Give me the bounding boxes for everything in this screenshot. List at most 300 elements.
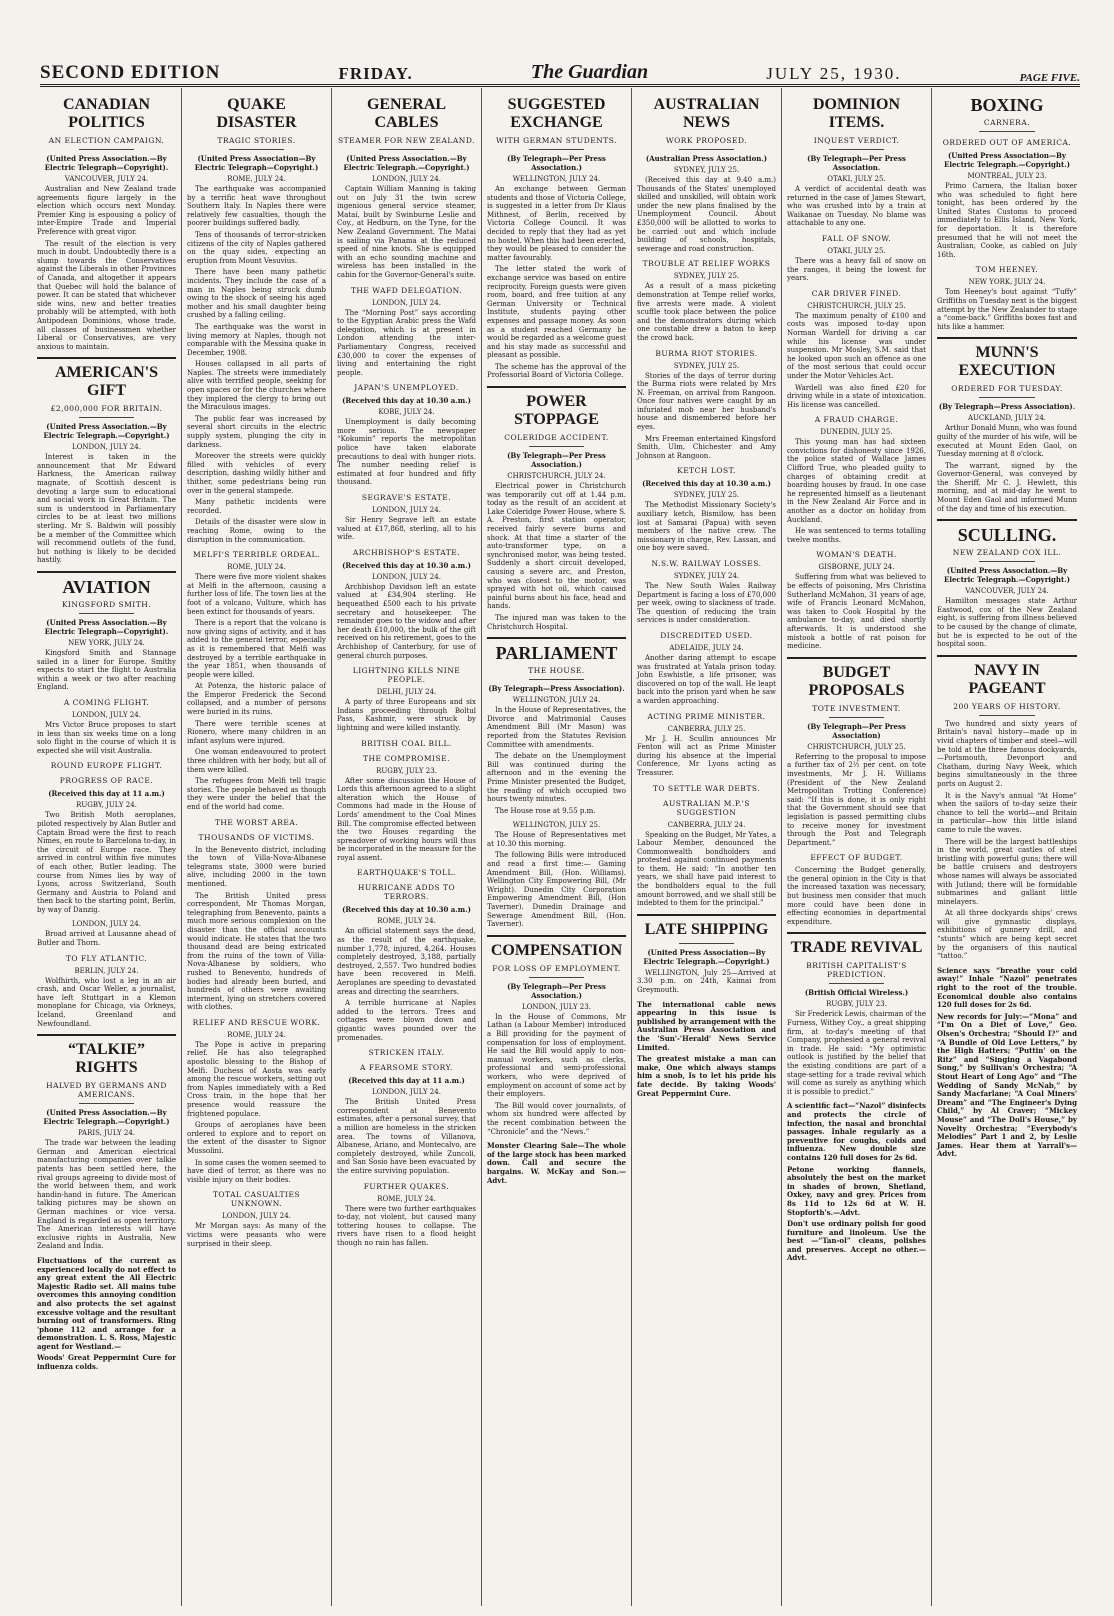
paragraph: There were five more violent shakes at Melfi in the afternoon, causing a further loss of life. The town lies at the foot of a volcano, Vulture, which has been extinct for thousands of years. — [187, 573, 326, 616]
article — [637, 349, 776, 461]
article-headline: BOXING — [970, 95, 1044, 115]
divider — [829, 983, 885, 984]
paragraph: The debate on the Unemployment Bill was continued during the afternoon and in the evening the Prime Minister presented the Budget, the reading of which occupied two hours twenty minutes. — [487, 752, 626, 804]
dateline: WELLINGTON, JULY 25. — [512, 821, 601, 830]
paragraph: He was sentenced to terms totalling twelve months. — [787, 527, 926, 544]
article-headline: SCULLING. — [957, 525, 1057, 546]
dateline: BERLIN, JULY 24. — [74, 966, 139, 975]
article-subhead: JAPAN'S UNEMPLOYED. — [354, 383, 459, 393]
paragraph: The “Morning Post” says according to the Egyptian Arabic press the Wafd delegation, which is at present in London attending the inter-Parliamentary Congress, received £30,000 to cover the expenses of living and entertaining the right people. — [337, 308, 476, 377]
dateline: CHRISTCHURCH, JULY 24. — [507, 472, 606, 481]
article-headline: CANADIAN POLITICS — [62, 96, 151, 131]
dateline: ROME, JULY 24. — [227, 175, 286, 183]
article-subhead: STEAMER FOR NEW ZEALAND. — [338, 136, 475, 145]
paragraph: The House of Representatives met at 10.30 this morning. — [487, 831, 626, 848]
dateline: SYDNEY, JULY 25. — [673, 491, 740, 500]
article — [337, 1063, 476, 1175]
article — [337, 666, 476, 732]
divider — [379, 149, 435, 150]
paragraph: There is a report that the volcano is now giving signs of activity, and it has added to the general terror, especially as it is remembered that Melfi was destroyed by a terrible earthquake in the year 1851, when thousands of people were killed. — [187, 619, 326, 679]
paragraph: A verdict of accidental death was returned in the case of James Stewart, who was crushed into by a train at Waikanae on Tuesday. No blame was attachable to any one. — [787, 185, 926, 228]
divider — [979, 131, 1035, 132]
article-headline: LATE SHIPPING — [644, 920, 769, 938]
article-subhead: ARCHBISHOP'S ESTATE. — [352, 547, 461, 557]
article — [787, 96, 926, 228]
article-subhead: £2,000,000 FOR BRITAIN. — [50, 404, 163, 414]
paragraph: The following Bills were introduced and read a first time:— Gaming Amendment Bill, (Hon. Williams). Wellington City Empowering Bill, (Mr Wright). Dunedin City Corporation Empowering Amendment Bill, (Hon Taverner). Dunedin Drainage and Sewerage Amendment Bill, (Hon. Taverner). — [487, 851, 626, 929]
article-headline: QUAKE DISASTER — [216, 96, 297, 131]
paragraph: At all three dockyards ships' crews will give gymnastic displays, exhibitions of gunnery drill, and “stunts” which are being kept secret by the organisers of this nautical “tattoo.” — [937, 909, 1077, 961]
article-subhead: THE HOUSE. — [528, 666, 585, 676]
article — [187, 96, 326, 544]
dateline: CHRISTCHURCH, JULY 25. — [807, 742, 906, 751]
divider — [829, 717, 885, 718]
dateline: LONDON, JULY 24. — [222, 1212, 291, 1221]
paragraph: Sir Henry Segrave left an estate valued at £17,868, sterling, all to his wife. — [337, 516, 476, 542]
paragraph: The British United Press correspondent at Benevento estimates, after a personal survey, that a million are homeless in the stricken area. The towns of Villanova, Albanese, Ariano, and Montecalvo, are completely destroyed, while Zuncoli, and San Sosio have been evacuated by the entire surviving population. — [337, 1098, 476, 1175]
divider — [679, 943, 735, 944]
article-subhead: INQUEST VERDICT. — [813, 136, 900, 145]
paragraph: The House rose at 9.55 p.m. — [495, 806, 596, 815]
dateline: LONDON, JULY 24. — [72, 443, 141, 452]
article-subhead: DISCREDITED USED. — [660, 630, 753, 640]
paragraph: A terrible hurricane at Naples added to the terrors. Trees and cottages were blown down and gigantic waves pounded over the promenades. — [337, 999, 476, 1042]
article-headline: MUNN'S EXECUTION — [958, 344, 1056, 380]
dateline: WELLINGTON, JULY 24. — [512, 696, 601, 705]
article — [337, 548, 476, 660]
article-headline: PARLIAMENT — [495, 643, 618, 664]
wire-credit: (United Press Association.—By Electric Telegraph.—Copyright.) — [943, 566, 1071, 585]
section-rule — [787, 932, 926, 934]
article-subhead: RELIEF AND RESCUE WORK. — [192, 1017, 321, 1027]
article-headline: POWER STOPPAGE — [514, 393, 599, 429]
article-subhead: THE WAFD DELEGATION. — [350, 285, 463, 295]
article — [637, 631, 776, 706]
advertisement: The international cable news appearing in this issue is published by arrangement with the Australian Press Association and the 'Sun'-'Herald' News Service Limited. — [637, 999, 776, 1052]
paragraph: Details of the disaster were slow in reaching Rome, owing to the disruption in the communication. — [187, 518, 326, 544]
article-subhead: WORK PROPOSED. — [665, 136, 748, 145]
article-subhead: THE WORST AREA. — [214, 817, 299, 827]
article-subhead: TOTAL CASUALTIES UNKNOWN. — [212, 1190, 301, 1209]
paragraph: At Potenza, the historic palace of the Emperor Frederick the Second collapsed, and a number of persons were buried in its ruins. — [187, 682, 326, 717]
wire-credit: (Australian Press Association.) — [645, 154, 768, 163]
article-headline: “TALKIE” RIGHTS — [67, 1041, 146, 1077]
wire-credit: (United Press Association.—By Electric Telegraph—Copyright). — [44, 154, 169, 172]
paragraph: One woman endeavoured to protect three children with her body, but all of them were killed. — [187, 748, 326, 774]
article — [37, 761, 176, 770]
article-subhead: TO FLY ATLANTIC. — [65, 953, 148, 963]
article — [487, 96, 626, 380]
section-rule — [37, 571, 176, 573]
article — [337, 868, 476, 877]
article — [787, 289, 926, 410]
article-subhead: STRICKEN ITALY. — [368, 1048, 445, 1058]
article — [337, 754, 476, 863]
article-headline: BUDGET PROPOSALS — [808, 663, 905, 699]
article — [187, 1018, 326, 1185]
article-subhead: AN ELECTION CAMPAIGN. — [48, 136, 165, 145]
article — [787, 234, 926, 283]
article — [337, 1048, 476, 1057]
divider — [79, 1103, 135, 1104]
dateline: LONDON, JULY 24. — [372, 1088, 441, 1097]
divider — [79, 417, 135, 418]
paragraph: Two hundred and sixty years of Britain's naval history—made up in vivid chapters of timber and steel—will be told at the three famous dockyards,—Portsmouth, Devonport and Chatham, during Navy Week, which begins simultaneously in the three ports on August 2. — [937, 719, 1077, 788]
column — [482, 88, 632, 1606]
dateline: WELLINGTON, JULY 24. — [512, 175, 601, 183]
article-subhead: 200 YEARS OF HISTORY. — [953, 701, 1061, 711]
article-subhead: TRAGIC STORIES. — [217, 136, 296, 145]
article-subhead: A COMING FLIGHT. — [63, 697, 150, 707]
paragraph: Groups of aeroplanes have been ordered to explore and to report on the extent of the disaster to Signor Mussolini. — [187, 1121, 326, 1155]
paragraph: Interest is taken in the announcement that Mr Edward Harkness, the American railway magnate, of Scottish descent is devoting a large sum to educational and social work in Great Britain. The sum is understood in Parliamentary circles to be at least two millions sterling. Mr S. Baldwin will possibly be a member of the Committee which will recommend outlets of the fund, but nothing is likely to be decided hastily. — [37, 453, 176, 565]
paragraph: The earthquake was accompanied by a terrific heat wave throughout Southern Italy. In Naples there were relatively few casualties, though the poorer buildings suffered badly. — [187, 185, 326, 228]
dateline: ADELAIDE, JULY 24. — [669, 643, 744, 652]
paragraph: Australian and New Zealand trade agreements figure largely in the election which occurs next Monday. Premier King is espousing a policy of inter-Empire Trade and Imperial Preference with great vigor. — [37, 185, 176, 236]
day-label: FRIDAY. — [338, 64, 413, 83]
paragraph: Many pathetic incidents were recorded. — [187, 498, 326, 515]
paragraph: The earthquake was the worst in living memory at Naples, though not comparable with the Messina quake in December, 1908. — [187, 322, 326, 357]
article-subhead: KETCH LOST. — [677, 466, 736, 476]
paragraph: The maximum penalty of £100 and costs was imposed to-day upon Norman Wardell for driving a car while his license was under suspension. Mr Mosley, S.M. said that he looked upon such an offence as one of the most serious that could occur under the Motor Vehicles Act. — [787, 311, 926, 380]
article — [937, 655, 1077, 961]
advertisement: The greatest mistake a man can make, One which always stamps him a snob, Is to let his pride his fate decide. By taking Woods' Great Peppermint Cure. — [637, 1054, 776, 1098]
wire-credit: (Received this day at 10.30 a.m.) — [342, 905, 471, 915]
article — [37, 1257, 176, 1372]
wire-credit: (United Press Association—By Electric Telegraph—Copyright.) — [194, 154, 319, 172]
article-subhead: AUSTRALIAN M.P.'S SUGGESTION — [663, 798, 750, 817]
article-subhead: KINGSFORD SMITH. — [61, 600, 152, 609]
article-headline: COMPENSATION — [490, 941, 623, 959]
paragraph: The British United press correspondent, Mr Thomas Morgan, telegraphing from Benevento, paints a much more serious complexion on the disaster than the official accounts would indicate. He states that the two thousand dead are being extricated from the ruins of the town of Villa-Nova-Albanese by soldiers, who rushed to Benevento, hundreds of bodies had already been buried, and hundreds of others were awaiting interment, lying on stretchers covered with clothes. — [187, 891, 326, 1012]
paragraph: The Bill would cover journalists, of whom six hundred were affected by the recent combination between the “Chronicle” and the “News.” — [487, 1101, 626, 1136]
wire-credit: (Received this day at 10.30 a.m.) — [342, 560, 471, 570]
divider — [979, 561, 1035, 562]
article — [337, 286, 476, 378]
section-rule — [37, 357, 176, 359]
paragraph: The Methodist Missionary Society's auxiliary ketch, Bismilow, has been lost at Samarai (Papua) with seven members of the native crew. The missionary in charge, Rev. Lassan, and one boy were saved. — [637, 501, 776, 553]
dateline: SYDNEY, JULY 24. — [673, 572, 740, 580]
wire-credit: (United Press Association.—By Electric Telegraph.—Copyright.) — [343, 154, 470, 172]
wire-credit: (United Press Association.—By Electric Telegraph.—Copyright.) — [43, 422, 170, 441]
section-rule — [487, 637, 626, 639]
dateline: LONDON, JULY 24. — [372, 298, 441, 307]
article-subhead: TROUBLE AT RELIEF WORKS — [642, 259, 771, 269]
paragraph: Sir Frederick Lewis, chairman of the Furness, Withey Coy., a great shipping firm, at to-day's meeting of that Company, prophesied a general revival in trade. He said: “My optimistic outlook is justified by the belief that the existing conditions are part of a stage-setting for a trade revival which will come as surely as anything which it is possible to predict.” — [787, 1010, 926, 1096]
divider — [529, 679, 585, 680]
article — [637, 712, 776, 778]
article — [637, 1001, 776, 1099]
paragraph: Moreover the streets were quickly filled with vehicles of every description, dashing wildly hither and thither, some pedestrians being run over in the general stampede. — [187, 452, 326, 495]
paragraph: In the Benevento district, including the town of Villa-Nova-Albanese telegrams state, 3000 were buried alive, including 2000 in the town mentioned. — [187, 845, 326, 888]
paragraph: Another daring attempt to escape was frustrated at Yatala prison today. John Eswhistle, a life prisoner, was discovered on top of the wall. He leapt back into the prison yard when he saw a warden approaching. — [637, 653, 776, 705]
article — [937, 96, 1077, 132]
wire-credit: (United Press Association—By Electric Telegraph.—Copyright.) — [943, 151, 1071, 169]
article — [37, 1034, 176, 1251]
dateline: AUCKLAND, JULY 24. — [967, 414, 1047, 423]
dateline: ROME, JULY 24. — [227, 1030, 286, 1039]
article — [37, 776, 176, 914]
article-subhead: THOUSANDS OF VICTIMS. — [198, 832, 315, 842]
dateline: LONDON, JULY 24. — [72, 710, 141, 719]
article-headline: GENERAL CABLES — [366, 96, 447, 131]
divider — [79, 613, 135, 614]
paragraph: Stories of the days of terror during the Burma riots were related by Mrs N. Freeman, on arrival from Rangoon. Once four natives were caught by an infuriated mob near her husband's house and dismembered before her eyes. — [637, 371, 776, 432]
paragraph: The New South Wales Railway Department is facing a loss of £70,000 per week, owing to slackness of trade. The question of reducing the train services is under consideration. — [637, 582, 776, 625]
paragraph: Electrical power in Christchurch was temporarily cut off at 1.44 p.m. today as the result of an accident at Lake Coleridge Power House, where S. A. Preston, first station operator, received fairly severe burns and shock. At that time a starter of the auto-transformer type, on a synchronised motor, was being tested. Suddenly a short circuit developed, causing a severe arc, and Preston, who was closest to the motor, was sprayed with hot oil, which caused painful burns about his face, head and hands. — [487, 482, 626, 611]
paragraph: This young man has had sixteen convictions for dishonesty since 1926, the police stated of Wallace James Clifford True, who pleaded guilty to charges of obtaining credit at boarding houses by fraud. In one case he represented himself as a lieutenant in the New Zealand Air Force and in another as a doctor on holiday from Auckland. — [787, 438, 926, 524]
article — [787, 415, 926, 544]
paragraph: The scheme has the approval of the Professorial Board of Victoria College. — [487, 362, 626, 380]
article — [937, 519, 1077, 649]
article-subhead: SEGRAVE'S ESTATE. — [361, 493, 452, 503]
divider — [79, 149, 135, 150]
paragraph: Archbishop Davidson left an estate valued at £34,904 sterling. He bequeathed £500 each to his private secretary and housekeeper. The remainder goes to the widow and after her death £10,000, the bulk of the gift received on his retirement, goes to the Archbishop of Canterbury, for use of general church purposes. — [337, 582, 476, 660]
article-subhead: LIGHTNING KILLS NINE PEOPLE. — [352, 666, 461, 685]
paragraph: Speaking on the Budget, Mr Yates, a Labour Member, denounced the Commonwealth bondholders and protested against continued payments to them. He said: “In another ten years, we shall have paid interest to the bondholders equal to the full amount borrowed, and we shall still be indebted to them for the principal.” — [637, 830, 776, 908]
wire-credit: (By Telegraph—Per Press Association.) — [507, 154, 606, 172]
wire-credit: (Received this day at 11 a.m.) — [48, 789, 165, 799]
article-subhead: BRITISH CAPITALIST'S PREDICTION. — [806, 961, 907, 980]
article-subhead: WITH GERMAN STUDENTS. — [495, 136, 618, 145]
paragraph: The refugees from Melfi tell tragic stories. The people behaved as though they were under the belief that the end of the world had come. — [187, 777, 326, 811]
wire-credit: (United Press Association.—By Electric Telegraph—Copyright). — [44, 618, 169, 636]
section-rule — [937, 519, 1077, 521]
edition-label: SECOND EDITION — [40, 62, 221, 83]
article — [637, 914, 776, 995]
advertisement: Don't use ordinary polish for good furniture and linoleum. Use the best —“Tan-ol” cleans, polishes and preserves. Accept no other.—Advt. — [787, 1219, 926, 1263]
column — [32, 88, 182, 1606]
dateline: CHRISTCHURCH, JULY 25. — [807, 301, 906, 310]
column — [782, 88, 932, 1606]
dateline: DUNEDIN, JULY 25. — [820, 428, 893, 437]
dateline: DELHI, JULY 24. — [376, 688, 437, 697]
paragraph: Concerning the Budget generally, the general opinion in the City is that the increased taxation was necessary, but business men consider that much more could have been done in effecting economies in departmental expenditure. — [787, 866, 926, 926]
column — [332, 88, 482, 1606]
article — [637, 559, 776, 625]
article — [637, 96, 776, 253]
dateline: ROME, JULY 24. — [377, 1194, 436, 1203]
article-subhead: THE COMPROMISE. — [363, 753, 450, 763]
article — [487, 821, 626, 929]
article — [937, 138, 1077, 259]
wire-credit: (Received this day at 10.30 a.m.) — [342, 396, 471, 406]
newspaper-columns — [32, 88, 1082, 1606]
article-headline: DOMINION ITEMS. — [812, 96, 901, 131]
divider — [979, 397, 1035, 398]
article — [337, 96, 476, 280]
article — [337, 493, 476, 542]
paragraph: As a result of a mass picketing demonstration at Tempe relief works, five arrests were made. A violent scuffle took place between the police and the demonstrators during which one constable drew a baton to keep the crowd back. — [637, 282, 776, 342]
article-subhead: COLERIDGE ACCIDENT. — [504, 433, 609, 443]
paragraph: Two British Moth aeroplanes, piloted respectively by Alan Butler and Captain Broad were the first to reach Nimes, en route to Barcelona to-day, in the circuit of Europe race. They arrived in control within five minutes of each other, Butler leading. The course from Nimes lies by way of Lyons, across Switzerland, South Germany and Austria to Poland and then back to the starting point, Berlin, by way of Danzig. — [37, 811, 176, 914]
article-subhead: EFFECT OF BUDGET. — [810, 853, 903, 863]
dateline: LONDON, JULY 24. — [372, 506, 441, 515]
paragraph: The injured man was taken to the Christchurch Hospital. — [487, 613, 626, 631]
paragraph: In the House of Representatives, the Divorce and Matrimonial Causes Amendment Bill (Mr Mason) was reported from the Statutes Revision Committee with amendments. — [487, 706, 626, 749]
article — [37, 357, 176, 565]
dateline: NEW YORK, JULY 24. — [68, 639, 145, 647]
article-headline: AUSTRALIAN NEWS — [653, 96, 760, 131]
paragraph: There have been many pathetic incidents. They include the case of a man in Naples being struck dumb owing to the shock of seeing his aged mother and his small daughter being crushed by a falling ceiling. — [187, 268, 326, 320]
article — [937, 967, 1077, 1159]
divider — [529, 149, 585, 150]
article-subhead: BRITISH COAL BILL. — [361, 738, 452, 748]
paragraph: In some cases the women seemed to have died of terror, as there was no visible injury on their bodies. — [187, 1158, 326, 1184]
article — [337, 1182, 476, 1248]
article-subhead: PROGRESS OF RACE. — [59, 776, 154, 786]
wire-credit: (By Telegraph—Press Association). — [938, 402, 1076, 412]
paragraph: Mr J. H. Scullin announces Mr Fenton will act as Prime Minister during his absence at the Imperial Conference, Mr Lyons acting as Treasurer. — [637, 734, 776, 777]
section-rule — [487, 386, 626, 388]
article — [337, 739, 476, 748]
article-subhead: MELFI'S TERRIBLE ORDEAL. — [192, 550, 321, 560]
article-subhead: TOTE INVESTMENT. — [812, 703, 901, 713]
masthead — [40, 56, 1080, 87]
column — [182, 88, 332, 1606]
paragraph: WELLINGTON, July 25—Arrived at 3.30 p.m. on 24th, Kaimai from Greymouth. — [637, 968, 776, 995]
wire-credit: (British Official Wireless.) — [804, 988, 909, 998]
advertisement: New records for July:—“Mona” and “I'm On a Diet of Love,” Geo. Olsen's Orchestra; “Should I?” and “A Bundle of Old Love Letters,” by the High Hatters; “Puttin' on the Ritz” and “Singing a Vagabond Song,” by Sullivan's Orchestra; “A Stout Heart of Long Ago” and “The Wedding of Sandy McNab,” by Sandy Macfarlane; “A Coal Miners' Dream” and “The Engineer's Dying Child,” by Al Craver; “Mickey Mouse” and “The Doll's House,” by Novelty Orchestra; “Everybody's Melodies” Part 1 and 2, by Leslie James. Hear them at Yarrall's—Advt. — [937, 1011, 1077, 1159]
dateline: LONDON, JULY 24. — [372, 175, 441, 183]
dateline: CANBERRA, JULY 24. — [667, 820, 746, 829]
article-subhead: ACTING PRIME MINISTER. — [647, 711, 766, 721]
article-subhead: FURTHER QUAKES. — [363, 1181, 450, 1191]
divider — [529, 977, 585, 978]
paragraph: Unemployment is daily becoming more serious. The newspaper “Kokumin” reports the metropolitan police have taken elaborate precautions to deal with hunger riots. The number needing relief is estimated at four hundred and fifty thousand. — [337, 418, 476, 487]
section-rule — [937, 337, 1077, 339]
paragraph: Suffering from what was believed to be effects of poisoning, Mrs Christina Sutherland McMahon, 31 years of age, wife of Francis Leonard McMahon, was taken to Cook Hospital by the ambulance to-day, and died shortly afterwards. It is understood she mistook a bottle of rat poison for medicine. — [787, 573, 926, 651]
article — [787, 932, 926, 1096]
article — [487, 386, 626, 631]
paragraph: (Received this day at 9.40 a.m.) Thousands of the States' unemployed skilled and unskilled, will obtain work under the new plans finalised by the Unemployment Council. About £350,000 will be allotted to works to be carried out and which include building of schools, hospitals, sewerage and road construction. — [637, 176, 776, 253]
article — [787, 853, 926, 926]
dateline: SYDNEY, JULY 25. — [673, 272, 740, 281]
issue-date: JULY 25, 1930. — [766, 64, 902, 83]
divider — [529, 446, 585, 447]
paragraph: Mr Morgan says: As many of the victims were peasants who were surprised in their sleep. — [187, 1222, 326, 1248]
dateline: VANCOUVER, JULY 24. — [965, 587, 1049, 596]
article-subhead: ROUND EUROPE FLIGHT. — [50, 761, 163, 771]
article — [37, 571, 176, 692]
article — [37, 920, 176, 947]
article-headline: NAVY IN PAGEANT — [968, 661, 1046, 697]
paper-title: The Guardian — [530, 61, 649, 83]
column — [932, 88, 1082, 1606]
article — [337, 883, 476, 1042]
dateline: CANBERRA, JULY 25. — [667, 724, 746, 733]
dateline: RUGBY, JULY 23. — [376, 766, 437, 775]
dateline: ROME, JULY 24. — [377, 917, 436, 926]
paragraph: The result of the election is very much in doubt. Undoubtedly there is a slump towards the Conservatives against the Liberals in other Provinces of Canada, and altogether it appears that Quebec will hold the balance of power. It can be stated that whichever side wins, new and better treaties probably will be attempted, with both Antipodean Dominions, whose trade, all classes of businessmen whether Liberal or Conservatives, are very anxious to maintain. — [37, 239, 176, 351]
article — [637, 466, 776, 553]
paragraph: Wardell was also fined £20 for driving while in a state of intoxication. His license was cancelled. — [787, 383, 926, 409]
paragraph: There were terrible scenes at Rionero, where many children in an infant asylum were injured. — [187, 719, 326, 745]
article — [637, 799, 776, 908]
dateline: LONDON, JULY 24. — [72, 920, 141, 929]
article — [37, 954, 176, 1029]
article-subhead: ORDERED FOR TUESDAY. — [951, 384, 1063, 394]
article — [37, 96, 176, 351]
article — [937, 337, 1077, 513]
section-rule — [787, 657, 926, 659]
dateline: MONTREAL, JULY 23. — [967, 172, 1047, 180]
paragraph: Primo Carnera, the Italian boxer who was scheduled to fight here tonight, has been ordered by the United States Customs to proceed immediately to Ellis Island, New York, for deportation. It is therefore presumed that he will not meet the Australian, Cooke, as cabled on July 16th. — [937, 182, 1077, 259]
article-headline: SUGGESTED EXCHANGE — [507, 96, 606, 131]
paragraph: Tens of thousands of terror-stricken citizens of the city of Naples gathered on the quay sides, expecting an eruption from Mount Vesuvius. — [187, 230, 326, 265]
advertisement: Science says “breathe your cold away!” Inhale “Nazol” penetrates right to the root of the trouble. Economical double also contains 120 full doses for 2s 6d. — [937, 965, 1077, 1010]
article — [337, 383, 476, 487]
article — [637, 784, 776, 793]
paragraph: A party of three Europeans and six Indians proceeding through Boltul Pass, Kashmir, were struck by lightning and were killed instantly. — [337, 698, 476, 732]
dateline: KOBE, JULY 24. — [378, 408, 435, 417]
paragraph: Hamilton messages state Arthur Eastwood, cox of the New Zealand eight, is suffering from illness believed to be caused by the change of climate, but he is expected to be out of the hospital soon. — [937, 597, 1077, 649]
article-subhead: A FRAUD CHARGE. — [814, 415, 899, 425]
advertisement: A scientific fact—“Nazol” disinfects and protects the circle of infection, the nasal and bronchial passages. Inhale regularly as a preventive for coughs, colds and influenza. New double size contains 120 full doses for 2s 6d. — [787, 1101, 926, 1162]
article-subhead: N.S.W. RAILWAY LOSSES. — [651, 559, 762, 568]
divider — [229, 149, 285, 150]
wire-credit: (United Press Association.—By Electric Telegraph.—Copyright.) — [43, 1108, 170, 1127]
article — [787, 1102, 926, 1263]
article-subhead: CAR DRIVER FINED. — [811, 288, 902, 298]
article-subhead: WOMAN'S DEATH. — [816, 550, 897, 560]
article — [487, 637, 626, 815]
paragraph: It is the Navy's annual “At Home” when the sailors of to-day seize their chance to tell the world—and Britain in particular—how this little island came to rule the waves. — [937, 791, 1077, 834]
dateline: VANCOUVER, JULY 24. — [64, 175, 149, 183]
paragraph: Arthur Donald Munn, who was found guilty of the murder of his wife, will be executed at Mount Eden Gaol, on Tuesday morning at 8 o'clock. — [937, 424, 1077, 459]
dateline: SYDNEY, JULY 25. — [673, 166, 740, 174]
article-subhead: ORDERED OUT OF AMERICA. — [942, 138, 1072, 147]
advertisement: Monster Clearing Sale—The whole of the large stock has been marked down. Call and secure the bargains. W. McKay and Son.—Advt. — [487, 1141, 626, 1185]
wire-credit: (By Telegraph—Per Press Association) — [807, 721, 906, 740]
paragraph: The letter stated the work of exchange service was based on entire reciprocity. Foreign guests were given room, board, and free tuition at any German University or Technical Institute, students paying other expenses and passage money. As soon as a student reached Germany he would be regarded as a welcome guest and his stay made as successful and pleasant as possible. — [487, 265, 626, 360]
article — [787, 657, 926, 848]
article-subhead: TO SETTLE WAR DEBTS. — [652, 783, 761, 793]
paragraph: Tom Heeney's bout against “Tuffy” Griffiths on Tuesday next is the biggest attempt by the New Zealander to stage a “come-back.” Griffiths boxes fast and hits like a hammer. — [937, 288, 1077, 331]
article — [487, 1142, 626, 1185]
paragraph: The trade war between the leading German and American electrical manufacturing companies over talkie patents has been settled here, the rival groups agreeing to divide most of the world between them, and work handin-hand in future. The American talking pictures may be shown on German machines or vice versa. England is regarded as open territory. The American interests will have exclusive rights in Australia, New Zealand and India. — [37, 1139, 176, 1251]
paragraph: Kingsford Smith and Stannage sailed in a liner for Europe. Smithy expects to start the flight to Australia within a week or two after reaching England. — [37, 649, 176, 692]
article-subhead: BURMA RIOT STORIES. — [655, 348, 758, 358]
wire-credit: (Received this day at 10.30 a.m.) — [642, 479, 771, 489]
column — [632, 88, 782, 1606]
divider — [829, 149, 885, 150]
paragraph: Mrs Victor Bruce proposes to start in less than six weeks time on a long solo flight in the course of which it is expected she will visit Australia. — [37, 720, 176, 755]
article-subhead: HALVED BY GERMANS AND AMERICANS. — [46, 1081, 167, 1100]
article-headline: AVIATION — [62, 577, 151, 597]
article — [187, 1190, 326, 1248]
dateline: NEW YORK, JULY 24. — [968, 278, 1046, 287]
wire-credit: (By Telegraph—Press Association). — [488, 684, 625, 694]
article-subhead: TOM HEENEY. — [975, 265, 1039, 275]
dateline: RUGBY, JULY 24. — [76, 801, 137, 810]
article — [37, 698, 176, 755]
paragraph: An exchange between German students and those of Victoria College, is suggested in a letter from Dr Klaus Mithnest, of Berlin, received by Victoria College Council. It was decided to reply that they had as yet no hostel. When this had been erected, they would be pleased to consider the matter favourably. — [487, 185, 626, 262]
paragraph: The Pope is active in preparing relief. He has also telegraphed apostolic blessing to the Bishop of Melfi. Duchess of Aosta was early among the rescue workers, setting out from Naples immediately with a Red Cross train, in the hope that her presence would reassure the frightened populace. — [187, 1040, 326, 1118]
paragraph: In the House of Commons, Mr Lathan (a Labour Member) introduced a Bill providing for the payment of compensation for loss of employment. He said the Bill would apply to non-manual workers, such as clerks, professional and semi-professional workers, who were deprived of employment on account of some act by their employers. — [487, 1012, 626, 1099]
article — [187, 818, 326, 827]
wire-credit: (United Press Association—By Electric Telegraph.—Copyright.) — [643, 947, 770, 966]
paragraph: The warrant, signed by the Governor-General, was conveyed by the Sheriff, Mr C. J. Hewlett, this morning, and at mid-day he went to Mount Eden Gaol and informed Munn of the day and time of his execution. — [937, 461, 1077, 513]
advertisement: Fluctuations of the current as experienced locally do not effect to any great extent the All Electric Majestic Radio set. All mains tube overcomes this annoying condition and also protects the set against excessive voltage and the resultant burning out of transformers. Ring 'phone 112 and arrange for a demonstration. L. S. Ross, Majestic agent for Westland.— — [37, 1255, 176, 1351]
section-rule — [487, 935, 626, 937]
article-headline: TRADE REVIVAL — [790, 939, 923, 957]
divider — [679, 149, 735, 150]
article-subhead: FOR LOSS OF EMPLOYMENT. — [492, 963, 621, 973]
paragraph: Houses collapsed in all parts of Naples. The streets were immediately alive with terrified people, seeking for open spaces or for the churches where they implored the clergy to bring out the Miraculous images. — [187, 360, 326, 412]
paragraph: Referring to the proposal to impose a further tax of 2½ per cent. on tote investments, Mr J. H. Williams (President of the New Zealand Metropolitan Trotting Conference) said: “If this is done, it is only right that the Government should see that legislation is passed permitting clubs to receive money for investment through the Post and Telegraph Department.” — [787, 752, 926, 847]
article-subhead: HURRICANE ADDS TO TERRORS. — [357, 883, 456, 902]
